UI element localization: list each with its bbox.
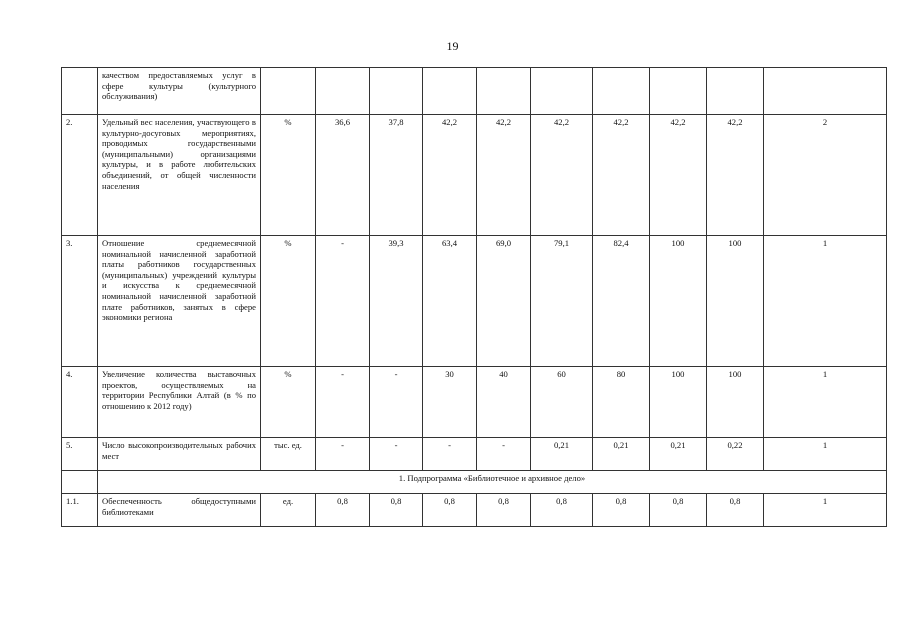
row-number: 4. — [62, 367, 98, 438]
value-cell: - — [316, 367, 370, 438]
value-cell: 0,21 — [531, 438, 593, 471]
value-cell: 0,8 — [423, 494, 477, 527]
indicator-name: Увеличение количества выставочных проектов, осуществляемых на территории Республики Алтай (в % по отношению к 2012 году) — [98, 367, 261, 438]
value-cell: - — [423, 438, 477, 471]
value-cell: - — [477, 438, 531, 471]
unit-cell: тыс. ед. — [261, 438, 316, 471]
value-cell: 42,2 — [650, 115, 707, 236]
value-cell: 0,21 — [650, 438, 707, 471]
value-cell — [593, 68, 650, 115]
unit-cell — [261, 68, 316, 115]
value-cell — [423, 68, 477, 115]
value-cell — [650, 68, 707, 115]
unit-cell: ед. — [261, 494, 316, 527]
table-row — [62, 367, 887, 438]
value-cell: 63,4 — [423, 236, 477, 367]
value-cell: 69,0 — [477, 236, 531, 367]
table-row — [62, 68, 887, 115]
table-row — [62, 494, 887, 527]
value-cell: 40 — [477, 367, 531, 438]
subprogram-title: 1. Подпрограмма «Библиотечное и архивное дело» — [98, 471, 887, 494]
value-cell: 0,8 — [370, 494, 423, 527]
value-cell: 60 — [531, 367, 593, 438]
last-cell: 1 — [764, 236, 887, 367]
value-cell: 0,22 — [707, 438, 764, 471]
indicator-name: Число высокопроизводительных рабочих мест — [98, 438, 261, 471]
last-cell — [764, 68, 887, 115]
value-cell — [316, 68, 370, 115]
value-cell: - — [316, 438, 370, 471]
indicator-name: Обеспеченность общедоступными библиотеками — [98, 494, 261, 527]
value-cell: 0,8 — [650, 494, 707, 527]
value-cell: 42,2 — [477, 115, 531, 236]
value-cell: 0,8 — [477, 494, 531, 527]
value-cell: 0,8 — [707, 494, 764, 527]
value-cell: - — [370, 438, 423, 471]
value-cell: 0,8 — [593, 494, 650, 527]
value-cell — [477, 68, 531, 115]
indicators-table — [61, 67, 887, 527]
row-number: 5. — [62, 438, 98, 471]
value-cell: 30 — [423, 367, 477, 438]
value-cell: 37,8 — [370, 115, 423, 236]
value-cell: 39,3 — [370, 236, 423, 367]
value-cell: 42,2 — [423, 115, 477, 236]
row-number: 2. — [62, 115, 98, 236]
row-number — [62, 68, 98, 115]
subprogram-row — [62, 471, 887, 494]
value-cell: 36,6 — [316, 115, 370, 236]
last-cell: 1 — [764, 367, 887, 438]
page-number: 19 — [446, 39, 459, 53]
table-row — [62, 438, 887, 471]
row-number: 1.1. — [62, 494, 98, 527]
value-cell: 100 — [707, 236, 764, 367]
table-row — [62, 115, 887, 236]
value-cell — [707, 68, 764, 115]
indicator-name: качеством предоставляемых услуг в сфере культуры (культурного обслуживания) — [98, 68, 261, 115]
unit-cell: % — [261, 236, 316, 367]
value-cell: 0,8 — [531, 494, 593, 527]
value-cell: 100 — [650, 236, 707, 367]
value-cell: 0,8 — [316, 494, 370, 527]
last-cell: 1 — [764, 438, 887, 471]
value-cell: 100 — [707, 367, 764, 438]
unit-cell: % — [261, 115, 316, 236]
indicator-name: Отношение среднемесячной номинальной начисленной заработной платы работников государственных (муниципальных) учреждений культуры и искусства к среднемесячной номинальной начисленной заработной плате работников, занятых в сфере экономики региона — [98, 236, 261, 367]
value-cell: 0,21 — [593, 438, 650, 471]
value-cell: - — [316, 236, 370, 367]
last-cell: 1 — [764, 494, 887, 527]
value-cell: 42,2 — [531, 115, 593, 236]
value-cell: 42,2 — [593, 115, 650, 236]
empty-cell — [62, 471, 98, 494]
table-row — [62, 236, 887, 367]
value-cell: 80 — [593, 367, 650, 438]
value-cell: - — [370, 367, 423, 438]
last-cell: 2 — [764, 115, 887, 236]
value-cell: 42,2 — [707, 115, 764, 236]
indicator-name: Удельный вес населения, участвующего в культурно-досуговых мероприятиях, проводимых государственными (муниципальными) организациями культуры, и в работе любительских объединений, от общей численности населения — [98, 115, 261, 236]
row-number: 3. — [62, 236, 98, 367]
value-cell — [370, 68, 423, 115]
unit-cell: % — [261, 367, 316, 438]
value-cell: 100 — [650, 367, 707, 438]
value-cell: 79,1 — [531, 236, 593, 367]
value-cell — [531, 68, 593, 115]
value-cell: 82,4 — [593, 236, 650, 367]
